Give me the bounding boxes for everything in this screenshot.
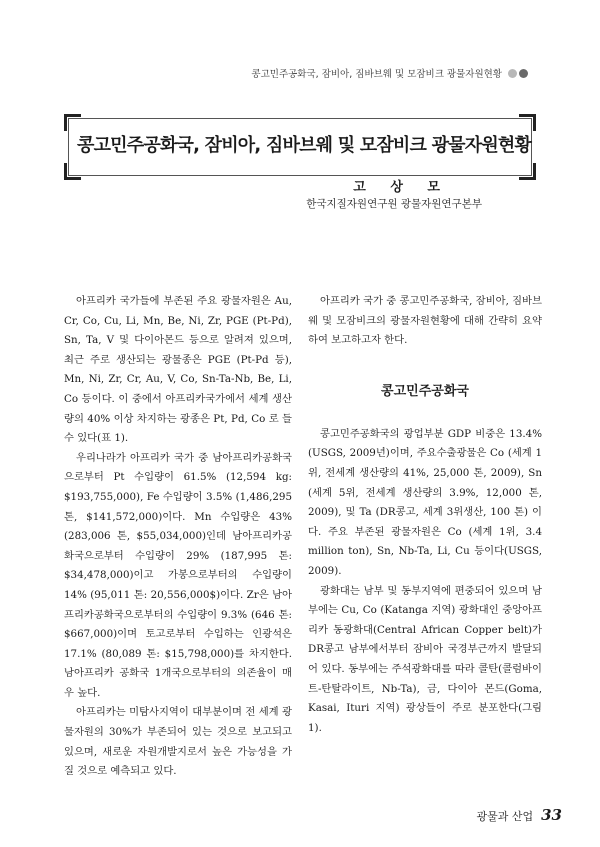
header-ornament-icon <box>508 69 528 78</box>
right-column <box>308 292 542 738</box>
corner-bracket-icon <box>64 163 81 180</box>
corner-bracket-icon <box>519 163 536 180</box>
body-paragraph: 우리나라가 아프리카 국가 중 남아프리카공화국으로부터 Pt 수입량이 61.5% (12,594 kg: $193,755,000), Fe 수입량이 3.5% (1,486,295 톤, $141,572,000)이다. Mn 수입량은 43% (283,006 톤, $55,034,000)인데 남아프리카공화국으로부터 수입량이 29% (187,995 톤: $34,478,000)이고 가봉으로부터의 수입량이 14% (95,011 톤: 20,556,000$)이다. Zr은 남아프리카공화국으로부터의 수입량이 9.3% (646 톤: $667,000)이며 토고로부터 수입하는 인광석은 17.1% (80,089 톤: $15,798,000)를 차지한다. 남아프리카 공화국 1개국으로부터의 의존율이 매우 높다. <box>64 451 292 699</box>
title-box <box>68 118 532 176</box>
body-paragraph: 콩고민주공화국의 광업부분 GDP 비중은 13.4% (USGS, 2009년)이며, 주요수출광물은 Co (세계 1위, 전세계 생산량의 41%, 25,000 톤, 2009), Sn (세계 5위, 전세계 생산량의 3.9%, 12,000 톤, 2009), 및 Ta (DR콩고, 세계 3위생산, 100 톤) 이다. 주요 부존된 광물자원은 Co (세계 1위, 3.4 million ton), Sn, Nb-Ta, Li, Cu 등이다(USGS, 2009). <box>308 427 542 577</box>
author-affiliation: 한국지질자원연구원 광물자원연구본부 <box>306 198 482 210</box>
corner-bracket-icon <box>519 114 536 131</box>
author-name: 고 상 모 <box>353 180 450 195</box>
intro-paragraph: 아프리카 국가 중 콩고민주공화국, 잠비아, 짐바브웨 및 모잠비크의 광물자원현황에 대해 간략히 요약하여 보고하고자 한다. <box>308 295 542 347</box>
running-title: 콩고민주공화국, 잠비아, 짐바브웨 및 모잠비크 광물자원현황 <box>251 69 502 80</box>
section-heading: 콩고민주공화국 <box>381 383 469 399</box>
body-paragraph: 아프리카는 미탐사지역이 대부분이며 전 세계 광물자원의 30%가 부존되어 있는 것으로 보고되고 있으며, 새로운 자원개발지로서 높은 가능성을 가질 것으로 예측되고 있다. <box>64 706 292 778</box>
running-header <box>251 66 528 80</box>
corner-bracket-icon <box>64 114 81 131</box>
magazine-name: 광물과 산업 <box>476 810 534 823</box>
page-footer <box>476 806 562 824</box>
body-paragraph: 아프리카 국가들에 부존된 주요 광물자원은 Au, Cr, Co, Cu, Li, Mn, Be, Ni, Zr, PGE (Pt-Pd), Sn, Ta, V 및 다이아몬드 등으로 알려져 있으며, 최근 주로 생산되는 광물종은 PGE (Pt-Pd 등), Mn, Ni, Zr, Cr, Au, V, Co, Sn-Ta-Nb, Be, Li, Co 등이다. 이 중에서 아프리카국가에서 세계 생산량의 40% 이상 차지하는 광종은 Pt, Pd, Co 로 들수 있다(표 1). <box>64 295 292 445</box>
body-paragraph: 광화대는 남부 및 동부지역에 편중되어 있으며 남부에는 Cu, Co (Katanga 지역) 광화대인 중앙아프리카 동광화대(Central African Copper belt)가 DR콩고 남부에서부터 잠비아 국경부근까지 발달되어 있다. 동부에는 주석광화대를 따라 콜탄(콜럼바이트-탄탈라이트, Nb-Ta), 금, 다이아 몬드(Goma, Kasai, Ituri 지역) 광상들이 주로 분포한다(그림 1). <box>308 584 542 734</box>
article-title: 콩고민주공화국, 잠비아, 짐바브웨 및 모잠비크 광물자원현황 <box>77 135 532 156</box>
page-number: 33 <box>541 806 562 824</box>
left-column <box>64 292 292 782</box>
